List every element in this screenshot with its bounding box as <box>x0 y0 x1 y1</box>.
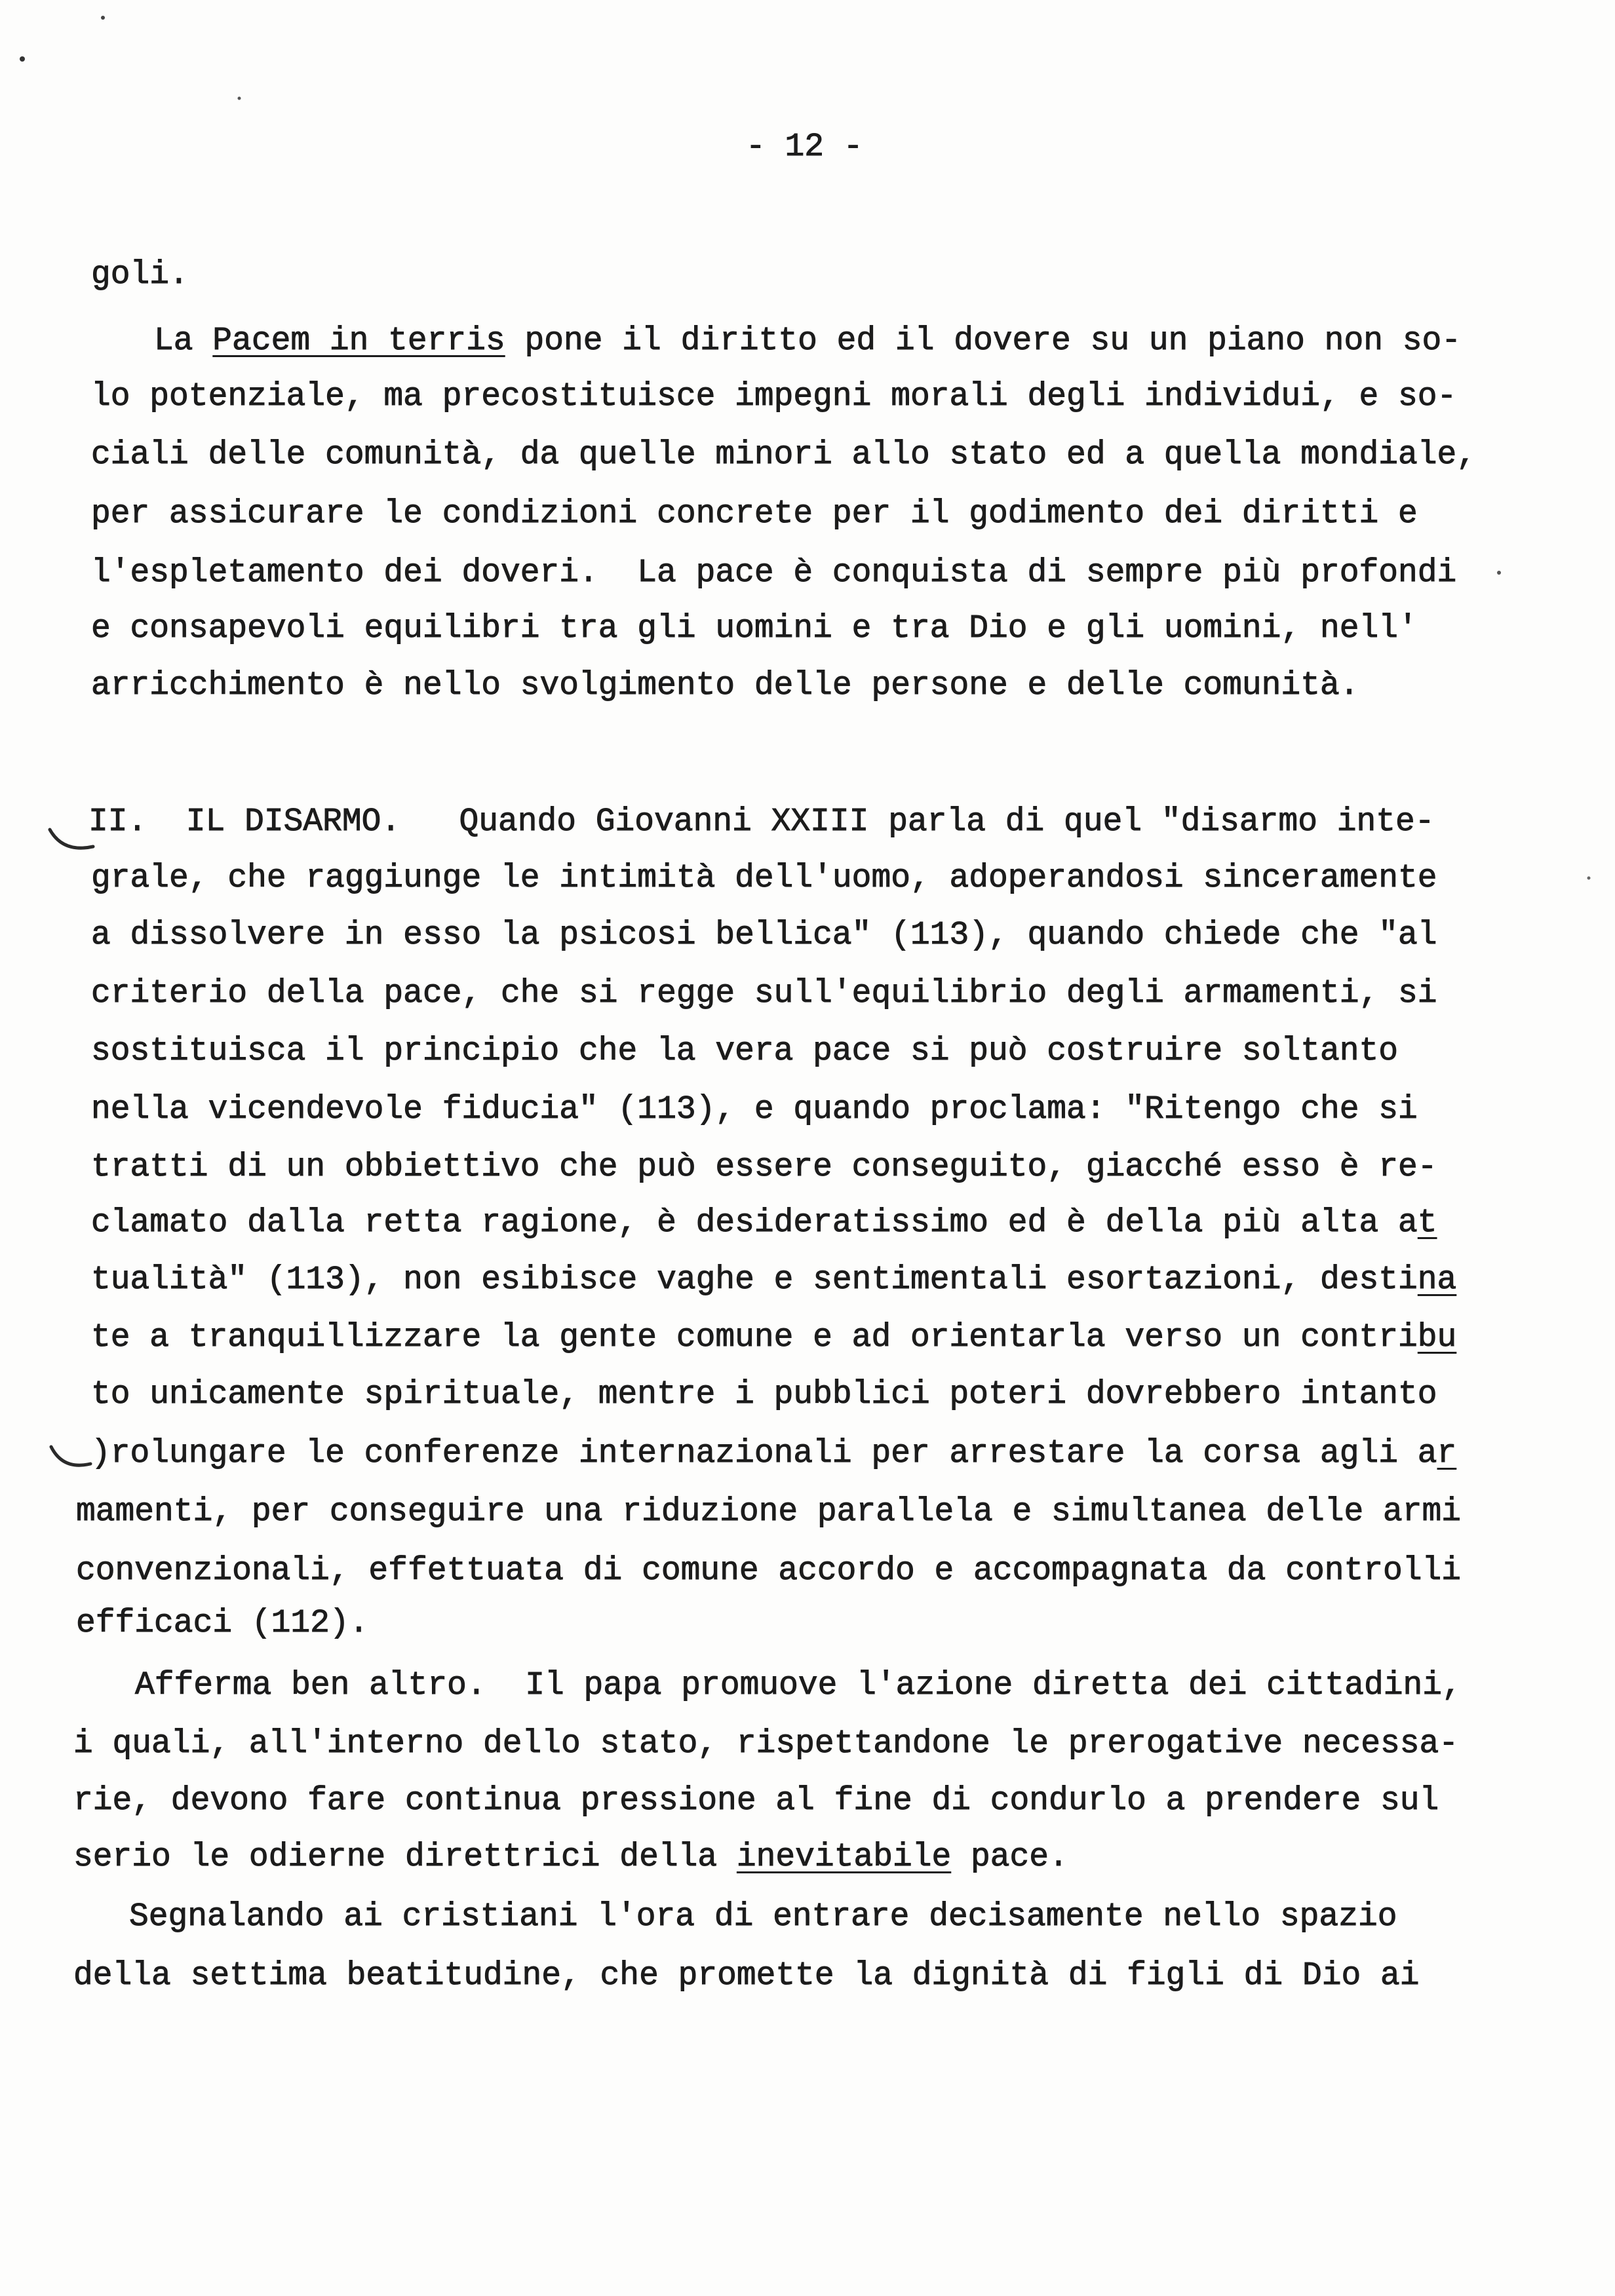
underlined-text: Pacem in terris <box>212 322 505 359</box>
text-segment: convenzionali, effettuata di comune accordo e accompagnata da controlli <box>76 1552 1462 1589</box>
text-line <box>76 1607 368 1639</box>
text-segment: goli. <box>91 256 189 293</box>
text-segment: tualità" (113), non esibisce vaghe e sentimentali esortazioni, desti <box>91 1261 1418 1298</box>
text-segment: Afferma ben altro. Il papa promuove l'azione diretta dei cittadini, <box>135 1667 1462 1704</box>
underlined-text: t <box>1417 1204 1437 1241</box>
scan-speck <box>1587 877 1591 880</box>
text-line <box>91 919 1437 951</box>
text-segment: serio le odierne direttrici della <box>73 1839 737 1875</box>
text-line <box>91 1321 1456 1354</box>
scan-speck <box>101 16 105 20</box>
text-segment: II. IL DISARMO. Quando Giovanni XXIII parla di quel "disarmo inte- <box>88 803 1435 840</box>
text-segment: a dissolvere in esso la psicosi bellica" (113), quando chiede che "al <box>91 917 1437 953</box>
text-segment: grale, che raggiunge le intimità dell'uomo, adoperandosi sinceramente <box>91 860 1437 896</box>
underlined-text: bu <box>1417 1319 1457 1356</box>
text-segment: e consapevoli equilibri tra gli uomini e tra Dio e gli uomini, nell' <box>91 610 1418 647</box>
text-line <box>91 1378 1437 1411</box>
margin-hook-mark <box>51 1447 90 1465</box>
text-line <box>91 1437 1456 1470</box>
underlined-text: inevitabile <box>736 1839 952 1875</box>
text-line <box>91 612 1418 645</box>
text-segment: pone il diritto ed il dovere su un piano non so- <box>505 322 1462 359</box>
text-line <box>91 438 1476 471</box>
text-segment: della settima beatitudine, che promette la dignità di figli di Dio ai <box>73 1957 1420 1994</box>
text-segment: criterio della pace, che si regge sull'equilibrio degli armamenti, si <box>91 975 1437 1012</box>
page-number: - 12 - <box>746 128 863 165</box>
text-line <box>91 1151 1437 1183</box>
text-segment: )rolungare le conferenze internazionali per arrestare la corsa agli a <box>91 1435 1437 1472</box>
text-line <box>73 1727 1458 1760</box>
text-line <box>73 1841 1068 1873</box>
text-line <box>91 556 1456 589</box>
text-line <box>91 380 1456 413</box>
text-line <box>73 1784 1439 1817</box>
text-line <box>91 977 1437 1010</box>
text-line <box>91 862 1437 894</box>
text-line <box>91 1206 1437 1239</box>
text-line <box>76 1495 1461 1528</box>
text-segment: i quali, all'interno dello stato, rispettandone le prerogative necessa- <box>73 1725 1459 1762</box>
text-line <box>88 805 1435 838</box>
text-line <box>129 1900 1397 1933</box>
text-segment: pace. <box>951 1839 1068 1875</box>
text-line <box>91 1263 1456 1296</box>
text-line <box>91 497 1418 530</box>
scan-speck <box>238 97 241 100</box>
text-line <box>91 1093 1418 1126</box>
text-segment: La <box>154 322 213 359</box>
text-segment: clamato dalla retta ragione, è desideratissimo ed è della più alta a <box>91 1204 1418 1241</box>
text-segment: ciali delle comunità, da quelle minori allo stato ed a quella mondiale, <box>91 436 1477 473</box>
text-segment: arricchimento è nello svolgimento delle persone e delle comunità. <box>91 667 1359 704</box>
text-line <box>91 669 1359 702</box>
text-line <box>76 1554 1461 1587</box>
text-segment: to unicamente spirituale, mentre i pubblici poteri dovrebbero intanto <box>91 1376 1437 1413</box>
margin-hook-mark <box>50 830 93 848</box>
text-segment: rie, devono fare continua pressione al fine di condurlo a prendere sul <box>73 1782 1439 1819</box>
text-segment: te a tranquillizzare la gente comune e ad orientarla verso un contri <box>91 1319 1418 1356</box>
text-segment: efficaci (112). <box>76 1605 369 1641</box>
scan-speck <box>20 56 25 62</box>
text-segment: per assicurare le condizioni concrete per il godimento dei diritti e <box>91 495 1418 532</box>
text-segment: tratti di un obbiettivo che può essere conseguito, giacché esso è re- <box>91 1149 1437 1185</box>
text-line <box>154 324 1461 357</box>
text-line <box>73 1959 1420 1992</box>
text-segment: nella vicendevole fiducia" (113), e quando proclama: "Ritengo che si <box>91 1091 1418 1128</box>
text-segment: l'espletamento dei doveri. La pace è conquista di sempre più profondi <box>91 554 1457 591</box>
text-segment: lo potenziale, ma precostituisce impegni morali degli individui, e so- <box>91 378 1457 415</box>
text-segment: mamenti, per conseguire una riduzione parallela e simultanea delle armi <box>76 1493 1462 1530</box>
text-segment: sostituisca il principio che la vera pace si può costruire soltanto <box>91 1033 1398 1069</box>
scan-speck <box>1497 571 1501 575</box>
text-line <box>91 258 189 291</box>
text-line <box>135 1669 1462 1702</box>
text-line <box>91 1035 1398 1067</box>
underlined-text: r <box>1437 1435 1457 1472</box>
underlined-text: na <box>1417 1261 1457 1298</box>
text-segment: Segnalando ai cristiani l'ora di entrare decisamente nello spazio <box>129 1898 1397 1935</box>
